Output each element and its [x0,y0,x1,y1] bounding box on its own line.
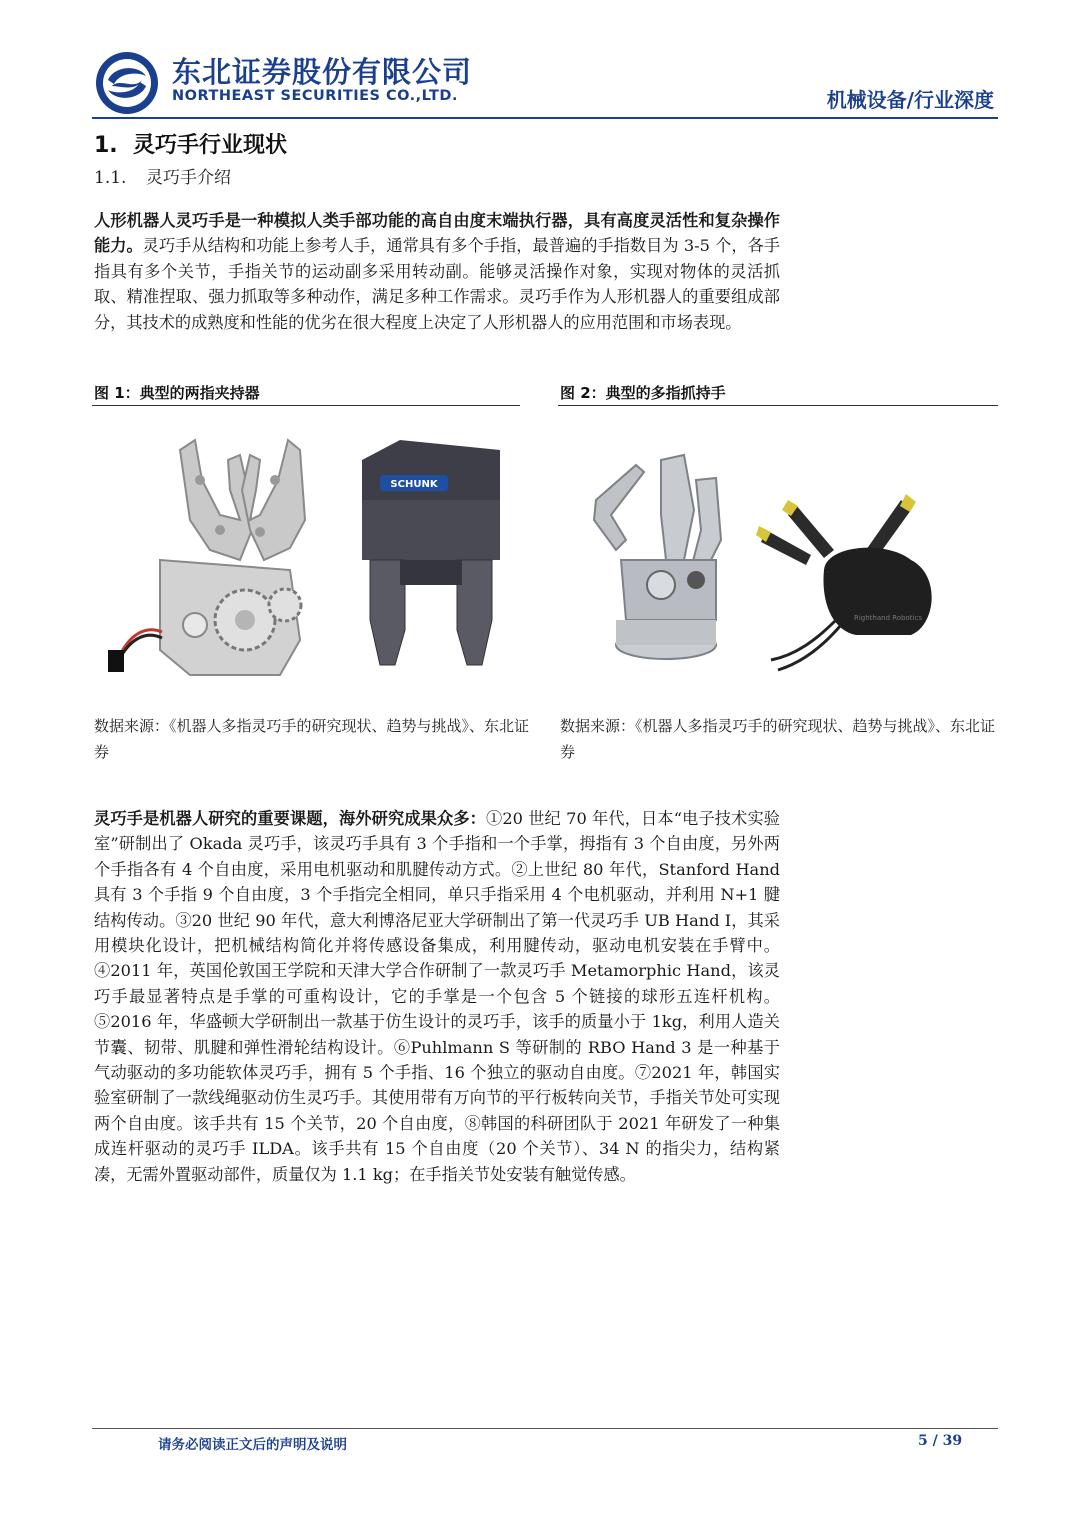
subsection-number: 1.1. [94,168,127,188]
intro-paragraph-lead: 人形机器人灵巧手是一种模拟人类手部功能的高自由度末端执行器，具有高度灵活性和复杂操作能力。 [94,211,780,256]
figure-2-rule [558,405,998,406]
figure-1-rule [92,405,520,406]
righthand-label: Righthand Robotics [853,614,923,622]
footer-divider [92,1428,998,1429]
report-category: 机械设备/行业深度 [826,88,994,112]
company-name-cn: 东北证券股份有限公司 [172,55,473,89]
intro-paragraph-body: 灵巧手从结构和功能上参考人手，通常具有多个手指，最普遍的手指数目为 3-5 个，各手指具有多个关节，手指关节的运动副多采用转动副。能够灵活操作对象，实现对物体的灵活抓取、精准捏取、强力抓取等多种动作，满足多种工作需求。灵巧手作为人形机器人的重要组成部分，其技术的成熟度和性能的优劣在很大程度上决定了人形机器人的应用范围和市场表现。 [94,236,781,332]
figure-2-title: 图 2：典型的多指抓持手 [560,384,726,402]
subsection-heading [94,163,231,188]
schunk-label: SCHUNK [390,479,438,490]
research-paragraph-body: ①20 世纪 70 年代，日本“电子技术实验室”研制出了 Okada 灵巧手，该灵巧手具有 3 个手指和一个手掌，拇指有 3 个自由度，另外两个手指各有 4 个自由度，采用电机驱动和肌腱传动方式。②上世纪 80 年代，Stanford Hand 具有 3 个手指 9 个自由度，3 个手指完全相同，单只手指采用 4 个电机驱动，并利用 N+1 腱结构传动。③20 世纪 90 年代，意大利博洛尼亚大学研制出了第一代灵巧手 UB Hand I，其采用模块化设计，把机械结构简化并将传感设备集成，利用腱传动，驱动电机安装在手臂中。④2011 年，英国伦敦国王学院和天津大学合作研制了一款灵巧手 Metamorphic Hand，该灵巧手最显著特点是手掌的可重构设计，它的手掌是一个包含 5 个链接的球形五连杆机构。⑤2016 年，华盛顿大学研制出一款基于仿生设计的灵巧手，该手的质量小于 1kg，利用人造关节囊、韧带、肌腱和弹性滑轮结构设计。⑥Puhlmann S 等研制的 RBO Hand 3 是一种基于气动驱动的多功能软体灵巧手，拥有 5 个手指、16 个独立的驱动自由度。⑦2021 年，韩国实验室研制了一款线绳驱动仿生灵巧手。其使用带有万向节的平行板转向关节，手指关节处可实现两个自由度。该手共有 15 个关节，20 个自由度，⑧韩国的科研团队于 2021 年研发了一种集成连杆驱动的灵巧手 ILDA。该手共有 15 个自由度（20 个关节）、34 N 的指尖力，结构紧凑，无需外置驱动部件，质量仅为 1.1 kg；在手指关节处安装有触觉传感。 [94,809,780,1184]
subsection-title: 灵巧手介绍 [146,168,231,188]
multi-finger-hand-silver [594,455,721,659]
two-finger-gripper-silver [108,440,305,675]
company-name-en: NORTHEAST SECURITIES CO.,LTD. [172,88,458,104]
page-number: 5 / 39 [918,1433,963,1449]
figure-1-title: 图 1：典型的两指夹持器 [94,384,260,402]
page-header [92,46,998,116]
section-number: 1. [94,133,118,158]
footer-notice: 请务必阅读正文后的声明及说明 [158,1437,347,1453]
figure-1-source: 数据来源：《机器人多指灵巧手的研究现状、趋势与挑战》、东北证券 [94,717,530,761]
multi-finger-hand-dark [756,494,932,670]
research-paragraph-lead: 灵巧手是机器人研究的重要课题，海外研究成果众多： [94,809,486,828]
header-divider [92,117,998,119]
two-finger-gripper-schunk [362,440,500,665]
section-title: 灵巧手行业现状 [133,133,288,158]
section-heading [94,128,287,159]
intro-paragraph [94,208,780,335]
northeast-securities-logo-icon [94,50,160,116]
figure-2-source: 数据来源：《机器人多指灵巧手的研究现状、趋势与挑战》、东北证券 [560,717,996,761]
figure-2-image [566,420,986,700]
figure-1-image [100,420,520,700]
research-paragraph [94,806,780,1187]
